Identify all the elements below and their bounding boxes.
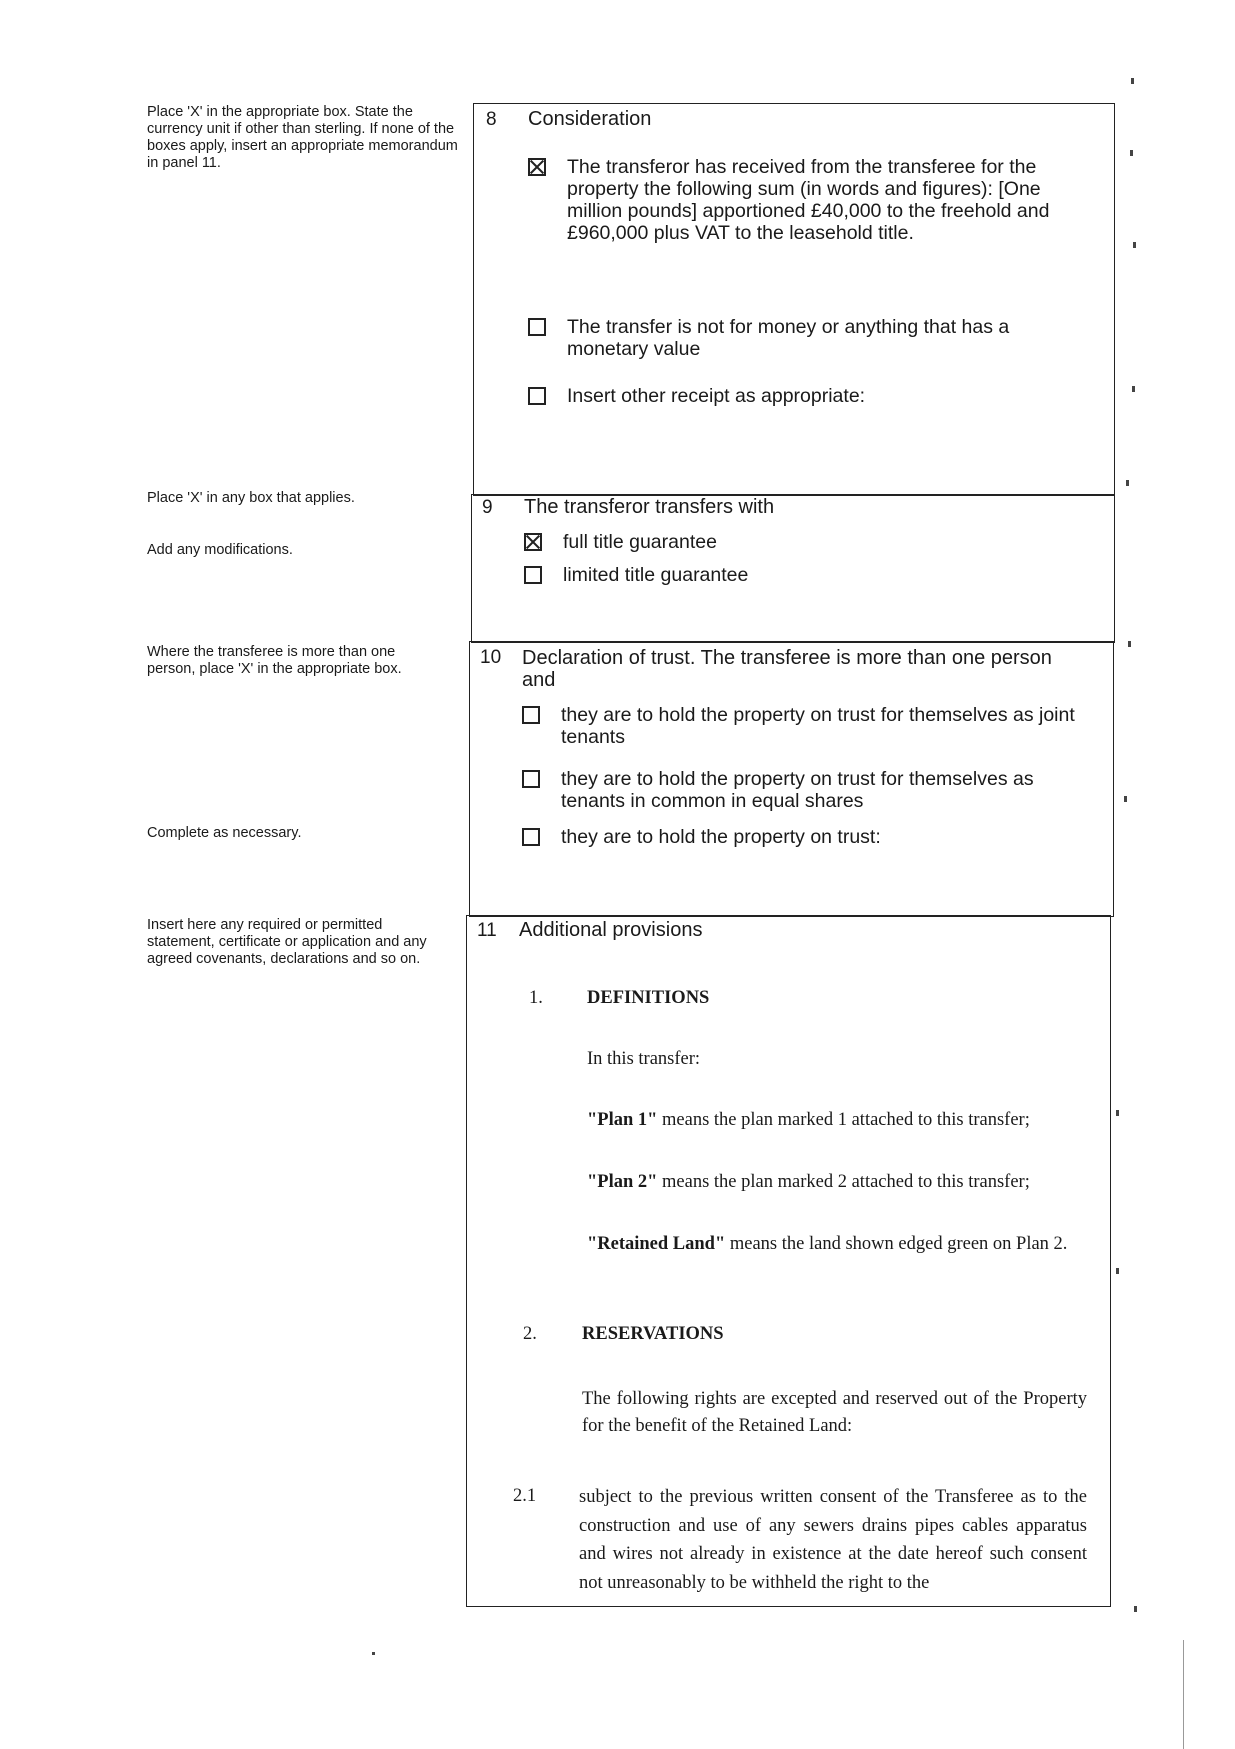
panel-number: 9 xyxy=(482,497,493,518)
option-label: full title guarantee xyxy=(563,531,717,553)
option-other-receipt[interactable] xyxy=(528,385,1088,407)
panel-title: The transferor transfers with xyxy=(524,496,775,518)
scan-mark xyxy=(1131,78,1134,84)
panel-title: Consideration xyxy=(528,108,652,130)
clause-heading: RESERVATIONS xyxy=(582,1324,724,1344)
scan-mark xyxy=(1128,641,1131,647)
panel-11-additional-provisions xyxy=(466,915,1111,1607)
definition-text: means the plan marked 2 attached to this transfer; xyxy=(662,1172,1030,1192)
checkbox-icon[interactable] xyxy=(522,770,540,788)
scan-mark xyxy=(1134,1606,1137,1612)
clause-number: 1. xyxy=(529,988,543,1008)
clause-heading: DEFINITIONS xyxy=(587,988,710,1008)
scan-mark xyxy=(1116,1268,1119,1274)
clause-number: 2.1 xyxy=(513,1486,537,1506)
clause-text: subject to the previous written consent of the Transferee as to the construction and use of any sewers drains pipes cables apparatus and wires not already in existence at the date hereof such consent not unreasonably to be withheld the right to the xyxy=(579,1487,1087,1593)
panel-number: 8 xyxy=(486,109,497,130)
definition-retained-land xyxy=(587,1231,1087,1258)
checkbox-checked-icon[interactable] xyxy=(528,158,546,176)
panel-title: Declaration of trust. The transferee is more than one person and xyxy=(522,647,1052,691)
definition-term: "Plan 2" xyxy=(587,1172,658,1192)
checkbox-icon[interactable] xyxy=(528,387,546,405)
definition-plan-1 xyxy=(587,1107,1087,1134)
panel9-note-modifications: Add any modifications. xyxy=(147,542,293,558)
checkbox-checked-icon[interactable] xyxy=(524,533,542,551)
panel11-note: Insert here any required or permitted statement, certificate or application and any agreed covenants, declarations and so on. xyxy=(147,917,427,967)
clause-number: 2. xyxy=(523,1324,537,1344)
option-money-received[interactable] xyxy=(528,156,1088,244)
panel-10-declaration-of-trust xyxy=(469,641,1114,917)
scan-mark xyxy=(1126,480,1129,486)
scan-mark xyxy=(372,1652,375,1655)
option-label: they are to hold the property on trust: xyxy=(561,826,881,848)
option-label: they are to hold the property on trust for themselves as joint tenants xyxy=(561,704,1075,748)
option-label: they are to hold the property on trust for themselves as tenants in common in equal shares xyxy=(561,768,1034,812)
definition-plan-2 xyxy=(587,1169,1087,1196)
panel9-note-box: Place 'X' in any box that applies. xyxy=(147,490,355,506)
panel-title: Additional provisions xyxy=(519,919,703,941)
definition-term: "Retained Land" xyxy=(587,1234,726,1254)
checkbox-icon[interactable] xyxy=(522,706,540,724)
scan-mark xyxy=(1116,1110,1119,1116)
scan-mark xyxy=(1130,150,1133,156)
panel10-note-complete: Complete as necessary. xyxy=(147,825,302,841)
checkbox-icon[interactable] xyxy=(522,828,540,846)
clause-intro: In this transfer: xyxy=(587,1049,701,1069)
panel-number: 11 xyxy=(477,920,497,941)
definition-term: "Plan 1" xyxy=(587,1110,658,1130)
panel8-note: Place 'X' in the appropriate box. State the currency unit if other than sterling. If none of the boxes apply, insert an appropriate memorandum in panel 11. xyxy=(147,104,458,171)
definition-text: means the plan marked 1 attached to this transfer; xyxy=(662,1110,1030,1130)
option-tenants-in-common[interactable] xyxy=(522,768,1082,812)
scan-mark xyxy=(1124,796,1127,802)
option-label: Insert other receipt as appropriate: xyxy=(567,385,866,407)
option-hold-on-trust[interactable] xyxy=(522,826,1082,848)
checkbox-icon[interactable] xyxy=(524,566,542,584)
checkbox-icon[interactable] xyxy=(528,318,546,336)
option-joint-tenants[interactable] xyxy=(522,704,1082,748)
option-label: The transfer is not for money or anything that has a monetary value xyxy=(567,316,1010,360)
panel-9-title-guarantee xyxy=(471,494,1115,643)
clause-intro: The following rights are excepted and reserved out of the Property for the benefit of the Retained Land: xyxy=(582,1389,1087,1436)
scan-edge-line xyxy=(1183,1640,1184,1749)
option-not-for-money[interactable] xyxy=(528,316,1088,360)
option-label: The transferor has received from the transferee for the property the following sum (in words and figures): [One million pounds] apportioned £40,000 to the freehold and £960,000 plus VAT to the leasehold title. xyxy=(567,156,1050,244)
definition-text: means the land shown edged green on Plan 2. xyxy=(729,1234,1068,1254)
panel10-note: Where the transferee is more than one person, place 'X' in the appropriate box. xyxy=(147,644,402,677)
option-full-title-guarantee[interactable] xyxy=(524,531,717,553)
panel-number: 10 xyxy=(480,647,502,668)
scan-mark xyxy=(1132,386,1135,392)
scan-mark xyxy=(1133,242,1136,248)
option-limited-title-guarantee[interactable] xyxy=(524,564,748,586)
option-label: limited title guarantee xyxy=(563,564,749,586)
panel-8-consideration xyxy=(473,103,1115,496)
